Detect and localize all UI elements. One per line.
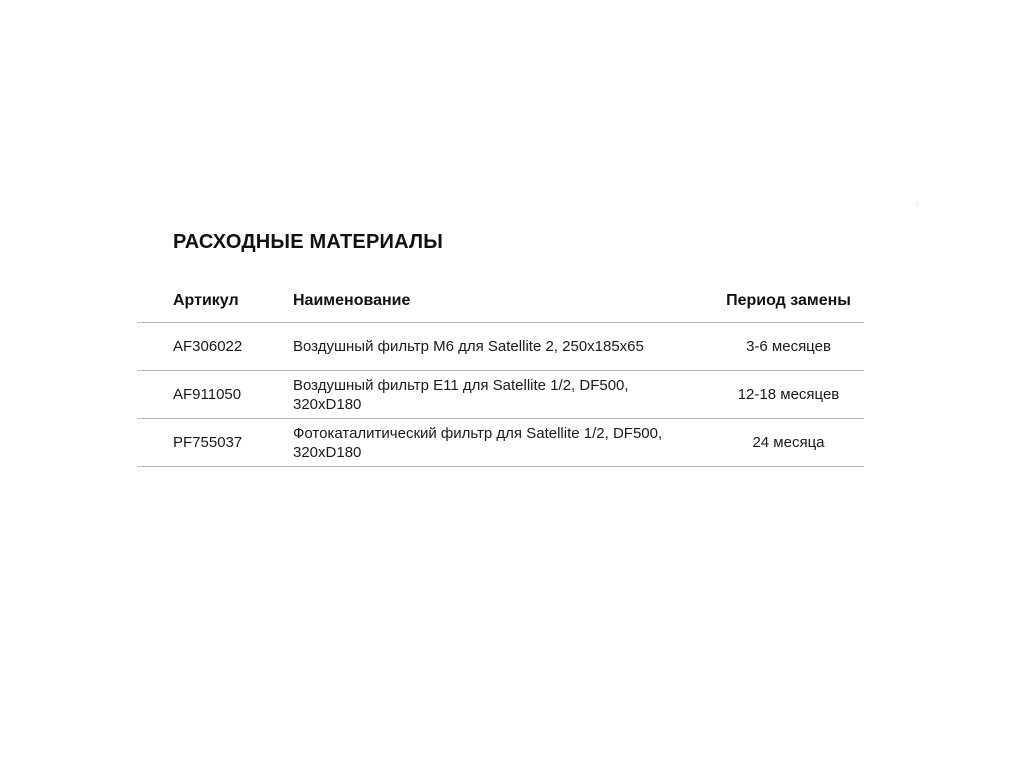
cell-sku: PF755037: [137, 419, 293, 467]
table-header-row: [137, 280, 864, 323]
consumables-table: [137, 280, 864, 467]
section-title: РАСХОДНЫЕ МАТЕРИАЛЫ: [173, 231, 443, 253]
cell-period: 3-6 месяцев: [713, 323, 864, 371]
table-row: [137, 323, 864, 371]
cell-period: 24 месяца: [713, 419, 864, 467]
decorative-dot: [917, 203, 918, 204]
cell-name: Воздушный фильтр E11 для Satellite 1/2, DF500, 320xD180: [293, 371, 713, 419]
cell-sku: AF306022: [137, 323, 293, 371]
table-row: [137, 371, 864, 419]
cell-name: Фотокаталитический фильтр для Satellite 1/2, DF500, 320xD180: [293, 419, 713, 467]
cell-period: 12-18 месяцев: [713, 371, 864, 419]
header-period: Период замены: [713, 280, 864, 323]
header-sku: Артикул: [137, 280, 293, 323]
cell-name: Воздушный фильтр M6 для Satellite 2, 250x185x65: [293, 323, 713, 371]
cell-sku: AF911050: [137, 371, 293, 419]
table-row: [137, 419, 864, 467]
header-name: Наименование: [293, 280, 713, 323]
